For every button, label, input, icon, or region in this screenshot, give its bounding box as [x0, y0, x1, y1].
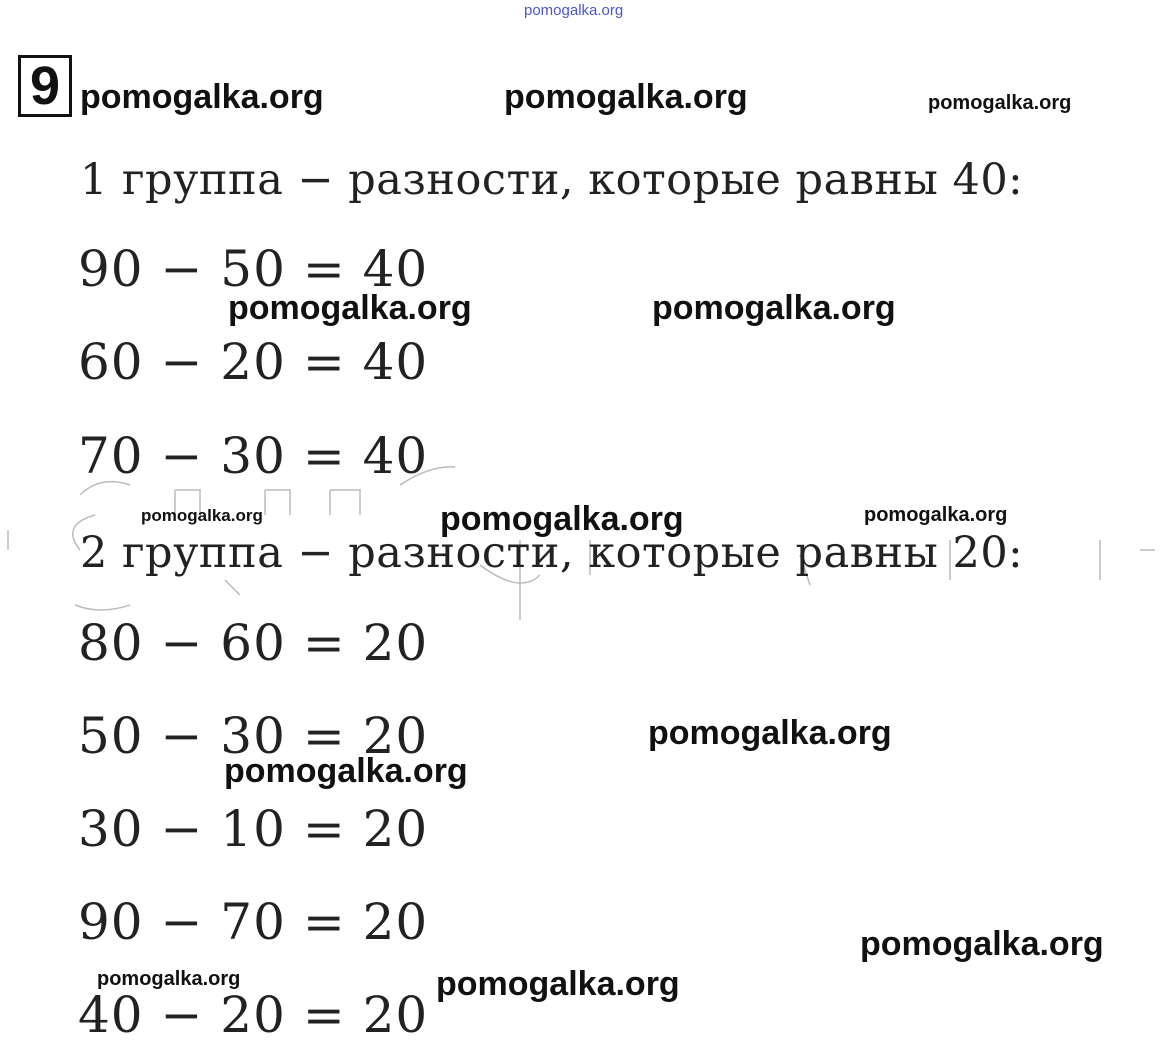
equation: 40 − 20 = 20	[78, 986, 429, 1044]
watermark: pomogalka.org	[228, 289, 472, 327]
watermark: pomogalka.org	[141, 506, 263, 525]
equation: 90 − 70 = 20	[78, 893, 429, 951]
watermark: pomogalka.org	[864, 504, 1008, 526]
watermark: pomogalka.org	[97, 968, 241, 990]
watermark: pomogalka.org	[224, 752, 468, 790]
watermark: pomogalka.org	[440, 500, 684, 538]
equation: 90 − 50 = 40	[78, 240, 429, 298]
watermark: pomogalka.org	[648, 714, 892, 752]
watermark: pomogalka.org	[860, 925, 1104, 963]
watermark: pomogalka.org	[504, 78, 748, 116]
equation: 50 − 30 = 20	[78, 707, 429, 765]
watermark: pomogalka.org	[80, 78, 324, 116]
group-2-heading: 2 группа − разности, которые равны 20:	[80, 528, 1024, 578]
task-number-box: 9	[18, 55, 72, 117]
equation: 70 − 30 = 40	[78, 427, 429, 485]
equation: 80 − 60 = 20	[78, 614, 429, 672]
equation: 60 − 20 = 40	[78, 333, 429, 391]
watermark: pomogalka.org	[436, 965, 680, 1003]
watermark: pomogalka.org	[652, 289, 896, 327]
watermark: pomogalka.org	[928, 92, 1072, 114]
equation: 30 − 10 = 20	[78, 800, 429, 858]
watermark-top: pomogalka.org	[524, 2, 624, 19]
group-1-heading: 1 группа − разности, которые равны 40:	[80, 155, 1024, 205]
